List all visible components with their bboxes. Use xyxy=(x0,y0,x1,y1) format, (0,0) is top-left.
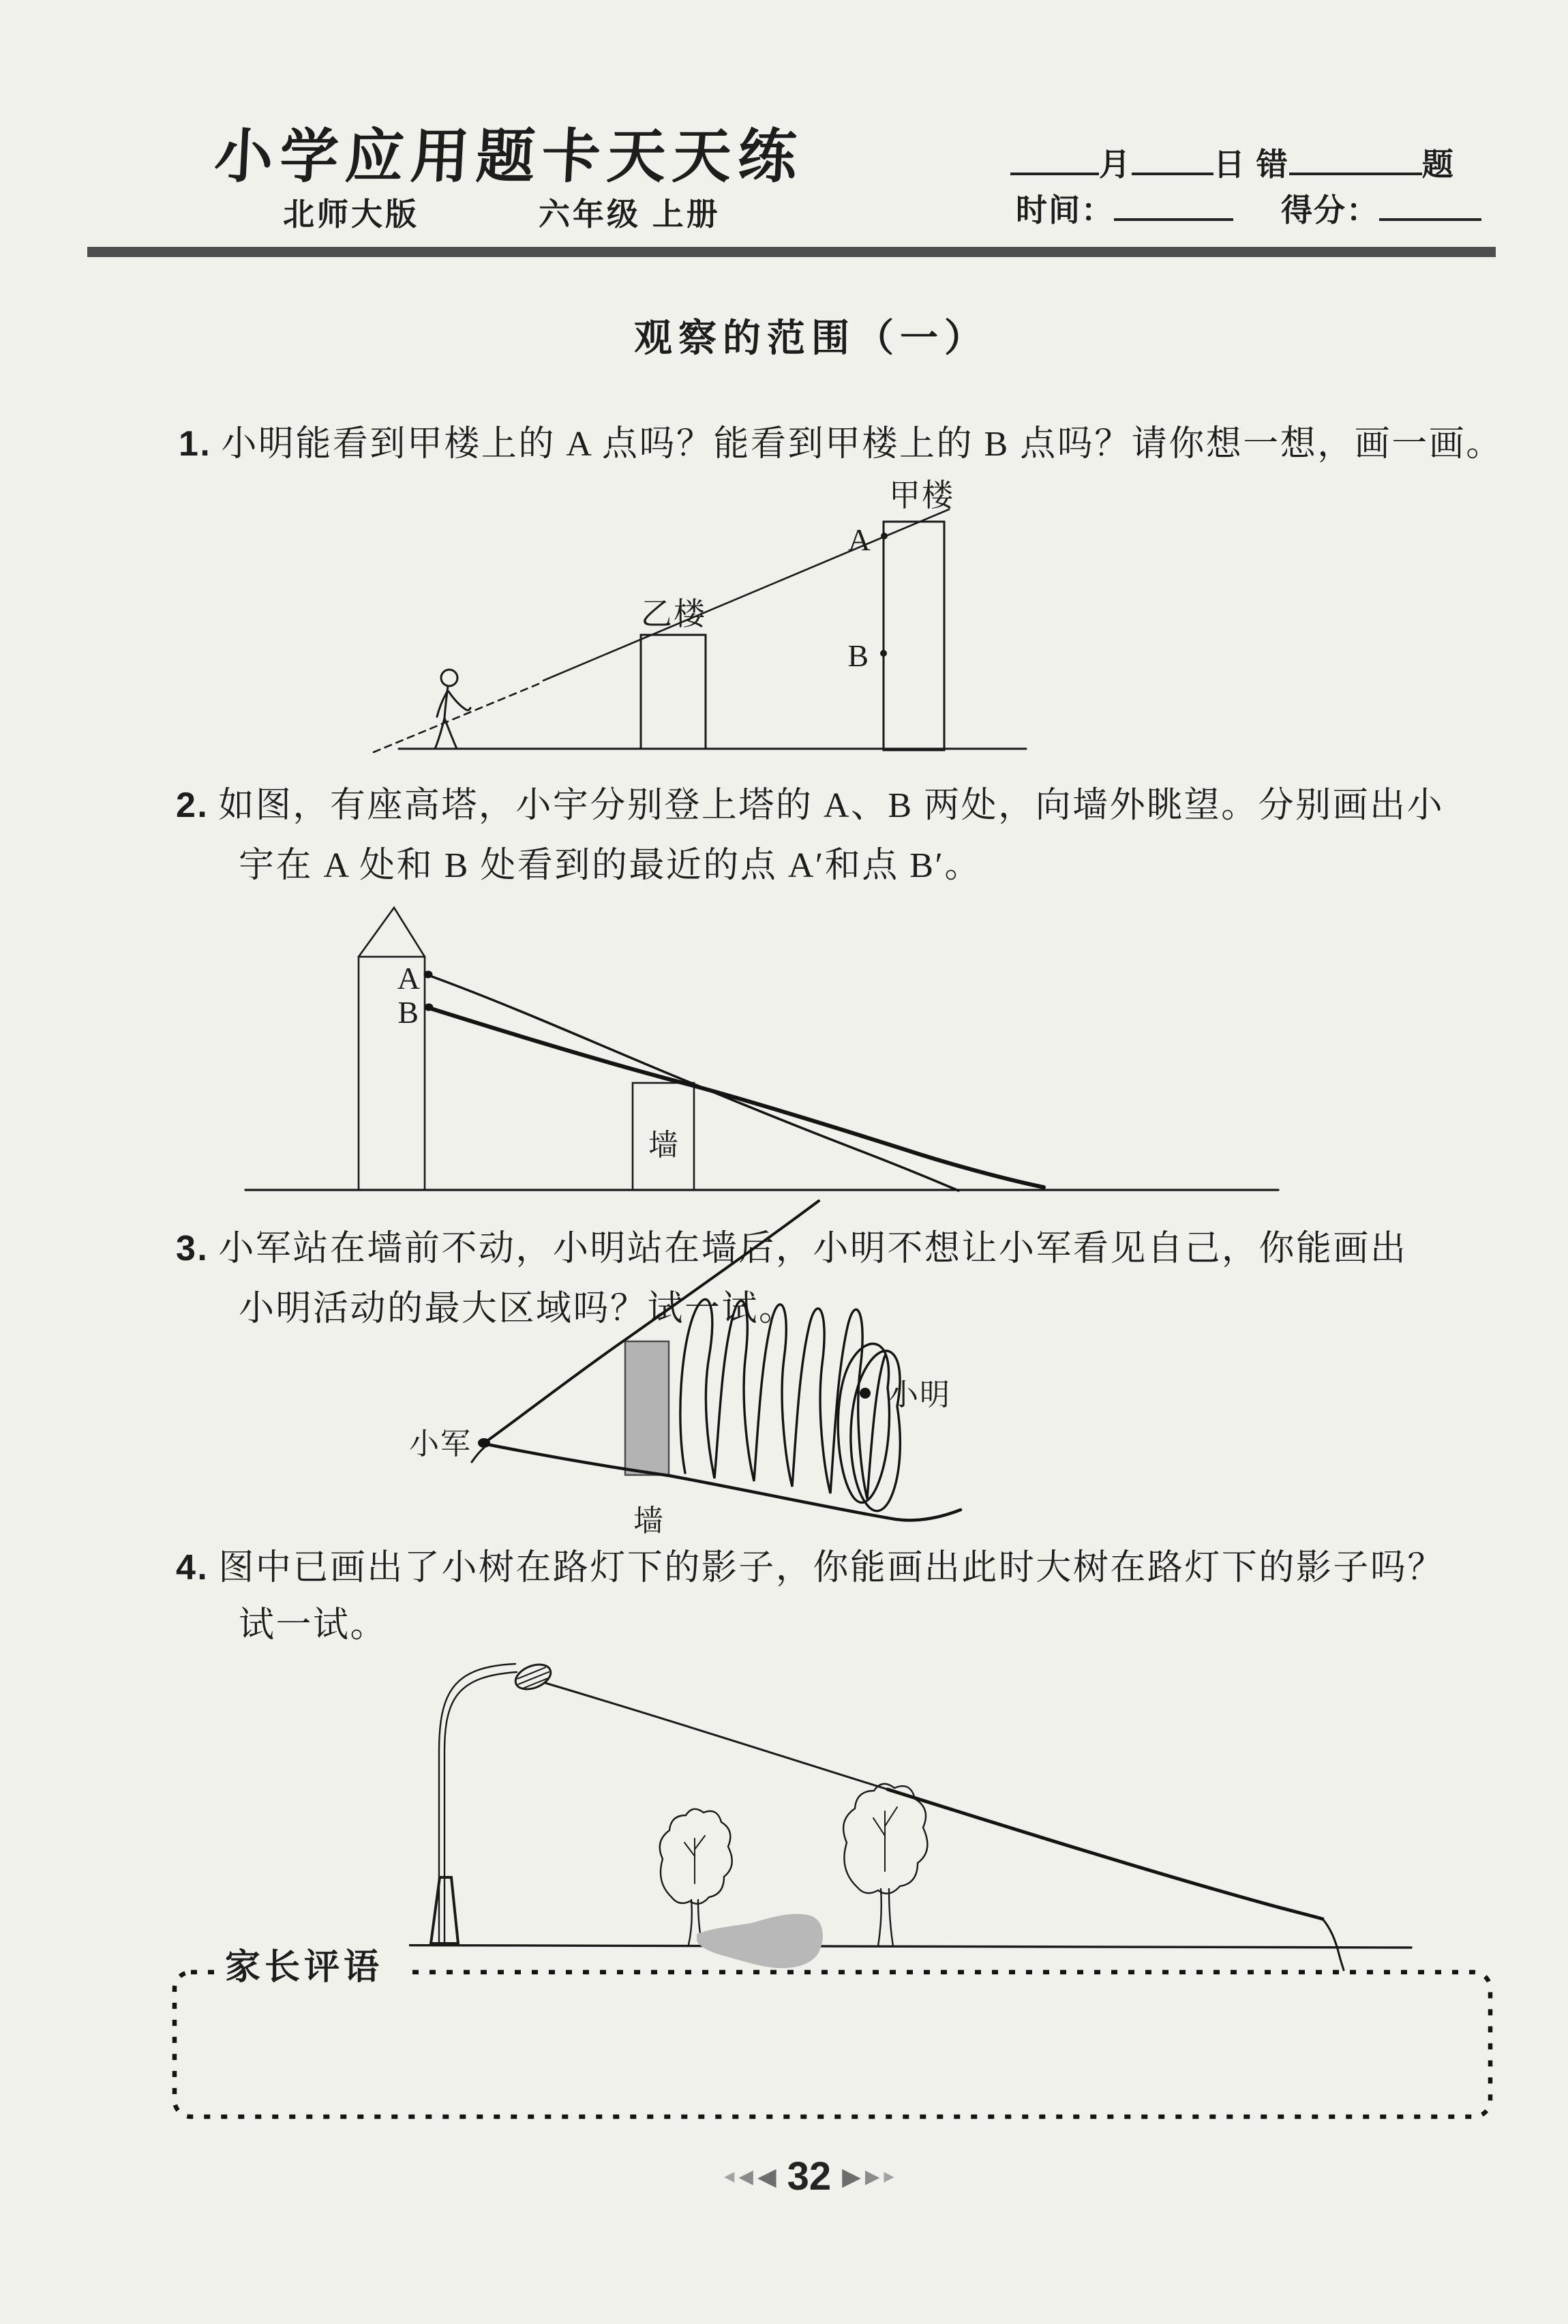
diagram-4-lamp-scene xyxy=(232,1660,1411,1970)
xiaoming-dot xyxy=(860,1388,871,1399)
wrong-unit-label: 题 xyxy=(1421,147,1455,182)
diagram-2-tower xyxy=(245,908,1278,1190)
diagram-3-region xyxy=(472,1201,961,1520)
page-number-row xyxy=(724,2154,894,2199)
problem-3-line2: 小明活动的最大区域吗？试一试。 xyxy=(239,1290,796,1328)
tower-point-a-dot xyxy=(424,971,433,979)
building-yi-label: 乙楼 xyxy=(641,597,706,631)
big-tree-branches xyxy=(873,1807,897,1871)
big-tree-trunk-right xyxy=(889,1889,893,1946)
problem-4-text-1: 图中已画出了小树在路灯下的影子，你能画出此时大树在路灯下的影子吗？ xyxy=(218,1549,1445,1588)
point-a-dot xyxy=(881,533,888,539)
diagram-2-pen-lines xyxy=(424,971,1044,1191)
problem-4-number: 4. xyxy=(176,1548,209,1588)
big-tree xyxy=(843,1784,927,1946)
lower-sight-line-3 xyxy=(483,1444,961,1520)
light-ray-lower xyxy=(888,1789,1323,1919)
xiaoming-label: 小明 xyxy=(888,1378,951,1412)
light-ray-hook xyxy=(1323,1919,1344,1970)
wall-label-3: 墙 xyxy=(633,1504,663,1538)
xiaojun-label: 小军 xyxy=(409,1427,472,1461)
person-head xyxy=(441,670,457,686)
next-arrow-icon: ▶ xyxy=(884,2169,894,2184)
month-label: 月 xyxy=(1099,147,1132,182)
lesson-title: 观察的范围（一） xyxy=(634,318,989,360)
problem-1-text: 小明能看到甲楼上的 A 点吗？能看到甲楼上的 B 点吗？请你想一想，画一画。 xyxy=(221,425,1503,464)
building-yi-rect xyxy=(641,635,706,749)
prev-arrow-icon: ◀ xyxy=(724,2169,735,2184)
next-arrow-icon: ▶ xyxy=(864,2165,880,2187)
xiaojun-dot-tail xyxy=(472,1448,484,1462)
time-label: 时间： xyxy=(1016,192,1114,228)
tower-point-a-label: A xyxy=(397,961,420,996)
header-divider-bar xyxy=(87,247,1496,257)
small-tree-branches xyxy=(684,1836,705,1883)
point-b-dot xyxy=(880,650,887,657)
big-tree-trunk-left xyxy=(878,1889,881,1946)
problem-3-number: 3. xyxy=(176,1229,209,1268)
parent-comment-label: 家长评语 xyxy=(225,1948,384,1987)
parent-comment-border xyxy=(175,1972,1490,2117)
person-arm-right xyxy=(449,691,470,710)
xiaojun-dot xyxy=(478,1438,490,1448)
building-jia-label: 甲楼 xyxy=(889,478,954,513)
next-arrow-icon: ▶ xyxy=(842,2162,861,2190)
wall-rect-3 xyxy=(625,1341,669,1475)
small-tree xyxy=(660,1809,732,1945)
prev-arrow-icon: ◀ xyxy=(738,2165,753,2187)
series-title: 小学应用题卡天天练 xyxy=(213,124,806,190)
problem-1-number: 1. xyxy=(179,424,212,464)
score-label: 得分： xyxy=(1281,192,1379,228)
lamp-head-hatch-1 xyxy=(517,1667,545,1678)
light-ray-upper xyxy=(545,1683,888,1789)
problem-2-line2: 宇在 A 处和 B 处看到的最近的点 A′和点 B′。 xyxy=(239,846,982,885)
point-b-label: B xyxy=(847,638,869,673)
sight-line-solid xyxy=(543,509,949,681)
sight-line-from-b xyxy=(429,1008,1044,1187)
edition-label: 北师大版 xyxy=(283,196,419,232)
tower-spire xyxy=(359,908,425,957)
small-tree-trunk-left xyxy=(689,1900,692,1945)
problem-4-line2: 试一试。 xyxy=(239,1606,388,1645)
problem-3-text-1: 小军站在墙前不动，小明站在墙后，小明不想让小军看见自己，你能画出 xyxy=(218,1230,1408,1268)
small-tree-crown xyxy=(660,1809,732,1904)
tower-point-b-dot xyxy=(425,1004,434,1011)
lamp-head xyxy=(512,1660,554,1694)
grade-label: 六年级 上册 xyxy=(539,196,721,232)
lamp-pole-outer xyxy=(444,1672,517,1942)
tower-point-b-label: B xyxy=(397,995,419,1030)
page-number: 32 xyxy=(787,2154,832,2199)
wall-label-2: 墙 xyxy=(648,1129,678,1162)
sight-line-dashed xyxy=(374,682,543,752)
point-a-label: A xyxy=(847,522,871,557)
problem-2-number: 2. xyxy=(176,786,209,825)
building-jia-rect xyxy=(884,522,944,750)
wrong-label: 错 xyxy=(1256,147,1289,182)
problem-2-text-1: 如图，有座高塔，小宇分别登上塔的 A、B 两处，向墙外眺望。分别画出小 xyxy=(218,786,1445,825)
day-label: 日 xyxy=(1213,147,1246,182)
prev-arrow-icon: ◀ xyxy=(757,2162,777,2190)
small-tree-shadow xyxy=(697,1914,823,1969)
